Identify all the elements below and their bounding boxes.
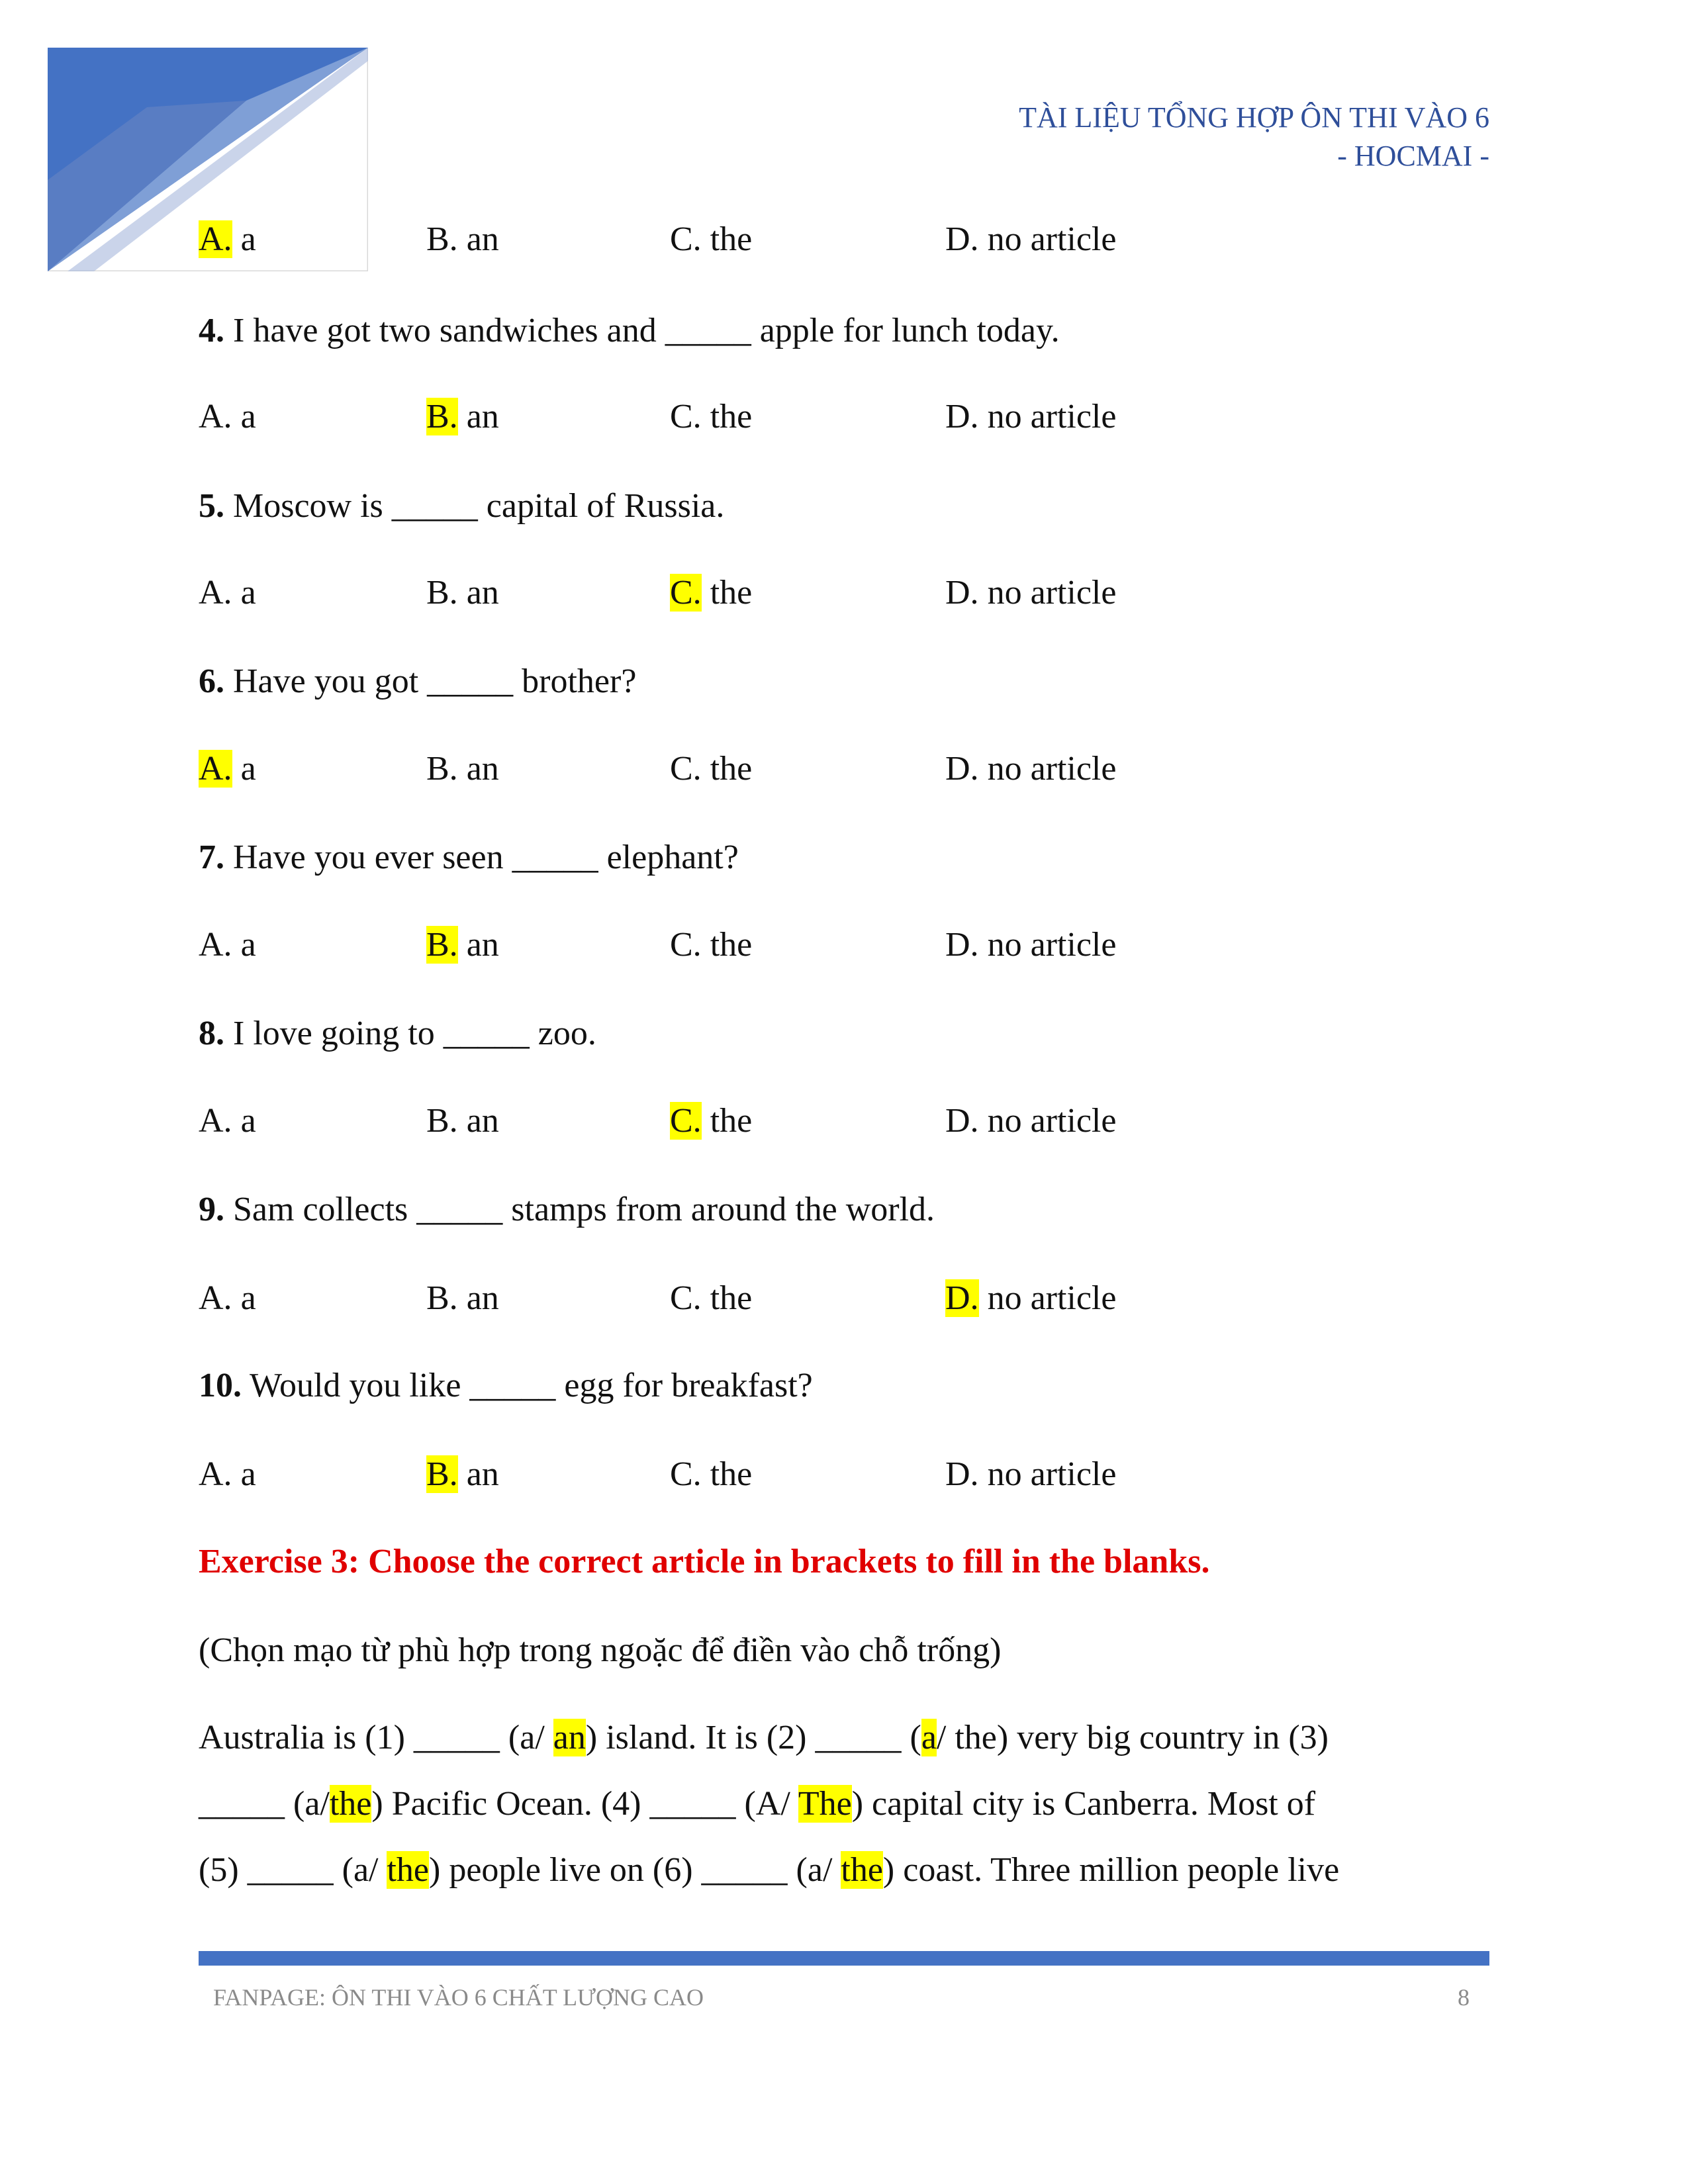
option-d bbox=[945, 573, 1116, 612]
question bbox=[199, 1014, 596, 1053]
exercise-subtitle: (Chọn mạo từ phù hợp trong ngoặc để điền vào chỗ trống) bbox=[199, 1631, 1002, 1669]
option-letter: A. bbox=[199, 1455, 232, 1493]
option-letter: C. bbox=[670, 1455, 702, 1493]
question-number: 5. bbox=[199, 487, 224, 525]
option-text: a bbox=[240, 926, 256, 964]
option-letter: D. bbox=[945, 220, 979, 258]
question-number: 4. bbox=[199, 312, 224, 349]
option-b bbox=[426, 397, 499, 436]
paragraph-line bbox=[199, 1718, 1329, 1757]
option-c bbox=[670, 397, 752, 436]
option-c bbox=[670, 1101, 752, 1140]
option-text: the bbox=[710, 220, 753, 258]
option-b bbox=[426, 1455, 499, 1494]
question bbox=[199, 486, 724, 525]
highlighted-answer: a bbox=[921, 1719, 937, 1756]
option-text: no article bbox=[987, 398, 1117, 435]
option-d bbox=[945, 1279, 1116, 1318]
option-letter: C. bbox=[670, 926, 702, 964]
option-text: an bbox=[466, 1455, 499, 1493]
option-text: the bbox=[710, 926, 753, 964]
option-text: no article bbox=[987, 1279, 1117, 1317]
option-text: no article bbox=[987, 1102, 1117, 1140]
option-c bbox=[670, 1279, 752, 1318]
option-text: an bbox=[466, 398, 499, 435]
option-d bbox=[945, 749, 1116, 788]
option-text: an bbox=[466, 926, 499, 964]
option-c bbox=[670, 1455, 752, 1494]
question-text: Sam collects _____ stamps from around the world. bbox=[224, 1191, 935, 1228]
option-letter: C. bbox=[670, 1102, 702, 1140]
options-row bbox=[199, 1455, 1489, 1497]
paragraph-text: Australia is (1) _____ (a/ bbox=[199, 1719, 553, 1756]
option-b bbox=[426, 1279, 499, 1318]
highlighted-answer: the bbox=[841, 1851, 883, 1889]
option-letter: A. bbox=[199, 750, 232, 788]
option-letter: D. bbox=[945, 398, 979, 435]
option-text: an bbox=[466, 1102, 499, 1140]
page-number: 8 bbox=[1458, 1984, 1470, 2011]
paragraph-text: / the) very big country in (3) bbox=[936, 1719, 1329, 1756]
paragraph-text: (5) _____ (a/ bbox=[199, 1851, 387, 1889]
option-c bbox=[670, 220, 752, 259]
option-text: no article bbox=[987, 574, 1117, 612]
option-text: no article bbox=[987, 220, 1117, 258]
option-b bbox=[426, 220, 499, 259]
option-c bbox=[670, 925, 752, 964]
paragraph-text: ) capital city is Canberra. Most of bbox=[851, 1785, 1316, 1823]
option-text: the bbox=[710, 750, 753, 788]
option-a bbox=[199, 749, 256, 788]
option-b bbox=[426, 573, 499, 612]
paragraph-text: ) people live on (6) _____ (a/ bbox=[429, 1851, 841, 1889]
options-row bbox=[199, 749, 1489, 792]
options-row bbox=[199, 925, 1489, 968]
header-subtitle: - HOCMAI - bbox=[1337, 140, 1489, 172]
question-text: I have got two sandwiches and _____ apple for lunch today. bbox=[224, 312, 1060, 349]
option-letter: D. bbox=[945, 1455, 979, 1493]
option-a bbox=[199, 220, 256, 259]
question-number: 7. bbox=[199, 839, 224, 876]
option-d bbox=[945, 1455, 1116, 1494]
question-text: Would you like _____ egg for breakfast? bbox=[242, 1367, 813, 1404]
option-letter: B. bbox=[426, 1102, 458, 1140]
option-text: the bbox=[710, 574, 753, 612]
option-letter: B. bbox=[426, 574, 458, 612]
question-number: 8. bbox=[199, 1015, 224, 1052]
option-text: an bbox=[466, 750, 499, 788]
option-letter: A. bbox=[199, 574, 232, 612]
paragraph-line bbox=[199, 1850, 1339, 1889]
option-letter: B. bbox=[426, 1279, 458, 1317]
option-letter: D. bbox=[945, 574, 979, 612]
option-text: the bbox=[710, 398, 753, 435]
option-text: an bbox=[466, 1279, 499, 1317]
option-d bbox=[945, 1101, 1116, 1140]
option-letter: A. bbox=[199, 1279, 232, 1317]
question-text: Have you got _____ brother? bbox=[224, 662, 637, 700]
question bbox=[199, 838, 739, 877]
option-text: a bbox=[240, 574, 256, 612]
option-a bbox=[199, 1101, 256, 1140]
option-letter: C. bbox=[670, 1279, 702, 1317]
paragraph-text: ) Pacific Ocean. (4) _____ (A/ bbox=[371, 1785, 798, 1823]
option-text: the bbox=[710, 1102, 753, 1140]
option-text: an bbox=[466, 574, 499, 612]
option-text: no article bbox=[987, 750, 1117, 788]
option-d bbox=[945, 397, 1116, 436]
option-text: a bbox=[240, 1455, 256, 1493]
option-text: the bbox=[710, 1279, 753, 1317]
option-letter: A. bbox=[199, 1102, 232, 1140]
option-d bbox=[945, 220, 1116, 259]
options-row bbox=[199, 397, 1489, 439]
options-row bbox=[199, 1279, 1489, 1321]
option-b bbox=[426, 925, 499, 964]
option-b bbox=[426, 1101, 499, 1140]
option-b bbox=[426, 749, 499, 788]
question bbox=[199, 311, 1060, 350]
question bbox=[199, 1366, 813, 1405]
option-a bbox=[199, 1455, 256, 1494]
option-text: a bbox=[240, 750, 256, 788]
paragraph-text: ) coast. Three million people live bbox=[882, 1851, 1340, 1889]
highlighted-answer: the bbox=[387, 1851, 430, 1889]
option-text: no article bbox=[987, 926, 1117, 964]
option-text: a bbox=[240, 1279, 256, 1317]
option-a bbox=[199, 925, 256, 964]
option-letter: A. bbox=[199, 398, 232, 435]
option-letter: B. bbox=[426, 398, 458, 435]
paragraph-text: ) island. It is (2) _____ ( bbox=[585, 1719, 921, 1756]
options-row bbox=[199, 220, 1489, 262]
highlighted-answer: an bbox=[553, 1719, 586, 1756]
option-a bbox=[199, 397, 256, 436]
option-text: a bbox=[240, 1102, 256, 1140]
question-text: Moscow is _____ capital of Russia. bbox=[224, 487, 725, 525]
options-row bbox=[199, 573, 1489, 615]
header-title: TÀI LIỆU TỔNG HỢP ÔN THI VÀO 6 bbox=[1019, 101, 1489, 134]
option-letter: D. bbox=[945, 750, 979, 788]
option-letter: D. bbox=[945, 1102, 979, 1140]
option-letter: D. bbox=[945, 926, 979, 964]
option-text: a bbox=[240, 398, 256, 435]
option-letter: B. bbox=[426, 220, 458, 258]
footer-divider bbox=[199, 1951, 1489, 1966]
option-letter: B. bbox=[426, 750, 458, 788]
option-text: no article bbox=[987, 1455, 1117, 1493]
option-a bbox=[199, 573, 256, 612]
option-letter: C. bbox=[670, 398, 702, 435]
question-number: 9. bbox=[199, 1191, 224, 1228]
paragraph-line bbox=[199, 1784, 1315, 1823]
highlighted-answer: the bbox=[329, 1785, 372, 1823]
exercise-title: Exercise 3: Choose the correct article in brackets to fill in the blanks. bbox=[199, 1543, 1210, 1580]
option-letter: B. bbox=[426, 1455, 458, 1493]
option-c bbox=[670, 749, 752, 788]
question-text: I love going to _____ zoo. bbox=[224, 1015, 596, 1052]
question bbox=[199, 1190, 935, 1229]
option-letter: D. bbox=[945, 1279, 979, 1317]
option-c bbox=[670, 573, 752, 612]
option-letter: C. bbox=[670, 220, 702, 258]
option-letter: A. bbox=[199, 220, 232, 258]
option-text: an bbox=[466, 220, 499, 258]
option-letter: C. bbox=[670, 750, 702, 788]
options-row bbox=[199, 1101, 1489, 1144]
footer-fanpage: FANPAGE: ÔN THI VÀO 6 CHẤT LƯỢNG CAO bbox=[213, 1984, 704, 2011]
highlighted-answer: The bbox=[798, 1785, 852, 1823]
option-d bbox=[945, 925, 1116, 964]
option-letter: C. bbox=[670, 574, 702, 612]
paragraph-text: _____ (a/ bbox=[199, 1785, 330, 1823]
question-number: 10. bbox=[199, 1367, 242, 1404]
option-text: a bbox=[240, 220, 256, 258]
question-number: 6. bbox=[199, 662, 224, 700]
question bbox=[199, 662, 636, 701]
option-text: the bbox=[710, 1455, 753, 1493]
question-text: Have you ever seen _____ elephant? bbox=[224, 839, 739, 876]
option-letter: A. bbox=[199, 926, 232, 964]
option-a bbox=[199, 1279, 256, 1318]
option-letter: B. bbox=[426, 926, 458, 964]
